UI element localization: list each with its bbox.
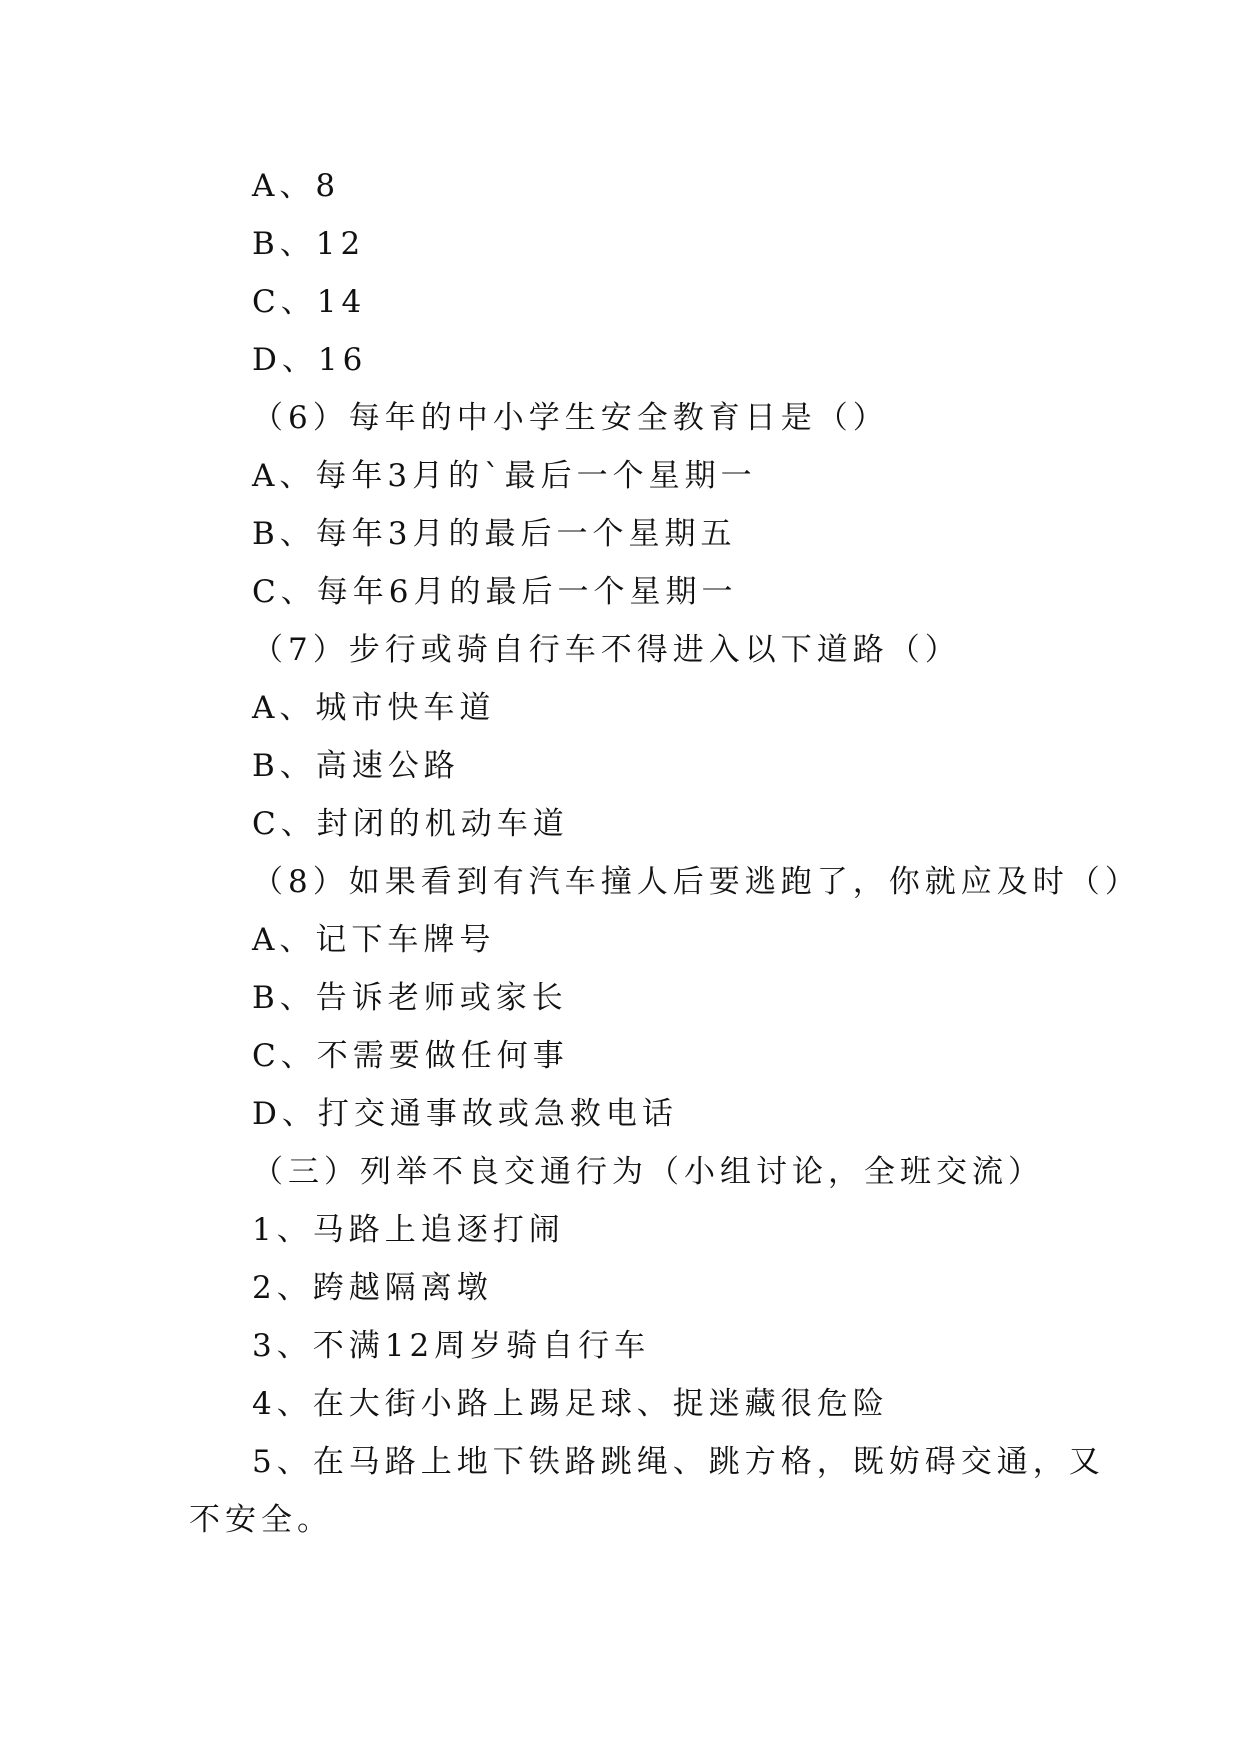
option-a-q8: A、记下车牌号 xyxy=(252,922,496,958)
section-heading-3: （三）列举不良交通行为（小组讨论，全班交流） xyxy=(252,1154,1044,1190)
option-b-q6: B、每年3月的最后一个星期五 xyxy=(252,516,737,552)
question-7: （7）步行或骑自行车不得进入以下道路（） xyxy=(252,632,961,668)
option-d-q8: D、打交通事故或急救电话 xyxy=(252,1096,678,1132)
option-b-q7: B、高速公路 xyxy=(252,748,460,784)
list-item-4: 4、在大街小路上踢足球、捉迷藏很危险 xyxy=(252,1386,889,1422)
list-item-5: 5、在马路上地下铁路跳绳、跳方格，既妨碍交通，又 xyxy=(252,1444,1105,1480)
option-b-q5: B、12 xyxy=(252,226,366,262)
list-item-5-continuation: 不安全。 xyxy=(189,1502,333,1538)
question-6: （6）每年的中小学生安全教育日是（） xyxy=(252,400,889,436)
option-a-q6: A、每年3月的`最后一个星期一 xyxy=(252,458,757,494)
option-c-q8: C、不需要做任何事 xyxy=(252,1038,569,1074)
option-a-q7: A、城市快车道 xyxy=(252,690,496,726)
option-c-q6: C、每年6月的最后一个星期一 xyxy=(252,574,738,610)
option-b-q8: B、告诉老师或家长 xyxy=(252,980,568,1016)
option-c-q7: C、封闭的机动车道 xyxy=(252,806,569,842)
question-8: （8）如果看到有汽车撞人后要逃跑了，你就应及时（） xyxy=(252,864,1141,900)
option-a-q5: A、8 xyxy=(252,168,341,204)
list-item-2: 2、跨越隔离墩 xyxy=(252,1270,493,1306)
list-item-1: 1、马路上追逐打闹 xyxy=(252,1212,565,1248)
option-d-q5: D、16 xyxy=(252,342,368,378)
list-item-3: 3、不满12周岁骑自行车 xyxy=(252,1328,651,1364)
option-c-q5: C、14 xyxy=(252,284,367,320)
